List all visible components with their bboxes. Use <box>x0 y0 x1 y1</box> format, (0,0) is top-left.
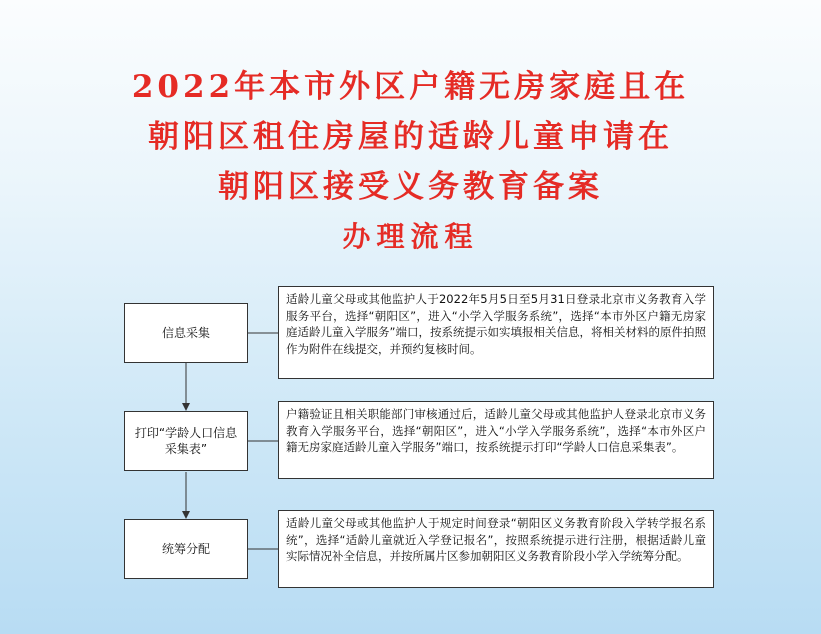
step-info-collection-box: 信息采集 <box>124 303 248 363</box>
title-line-3: 朝阳区接受义务教育备案 <box>218 169 603 205</box>
step-allocation-description: 适龄儿童父母或其他监护人于规定时间登录“朝阳区义务教育阶段入学转学报名系统”，选择“适龄儿童就近入学登记报名”，按照系统提示进行注册，根据适龄儿童实际情况补全信息，并按所属片区参加朝阳区义务教育阶段小学入学统筹分配。 <box>278 510 714 588</box>
step-print-form-description: 户籍验证且相关职能部门审核通过后，适龄儿童父母或其他监护人登录北京市义务教育入学服务平台，选择“朝阳区”，进入“小学入学服务系统”，选择“本市外区户籍无房家庭适龄儿童入学服务”端口，按系统提示打印“学龄人口信息采集表”。 <box>278 401 714 479</box>
title-line-4: 办理流程 <box>342 220 479 253</box>
step-allocation-box: 统筹分配 <box>124 519 248 579</box>
title-line-1: 2022年本市外区户籍无房家庭且在 <box>131 69 690 105</box>
title-line-2: 朝阳区租住房屋的适龄儿童申请在 <box>148 119 673 155</box>
step-print-form-box: 打印“学龄人口信息采集表” <box>124 411 248 471</box>
step-info-collection-description: 适龄儿童父母或其他监护人于2022年5月5日至5月31日登录北京市义务教育入学服务平台，选择“朝阳区”，进入“小学入学服务系统”，选择“本市外区户籍无房家庭适龄儿童入学服务”端口，按系统提示如实填报相关信息，将相关材料的原件拍照作为附件在线提交，并预约复核时间。 <box>278 286 714 379</box>
